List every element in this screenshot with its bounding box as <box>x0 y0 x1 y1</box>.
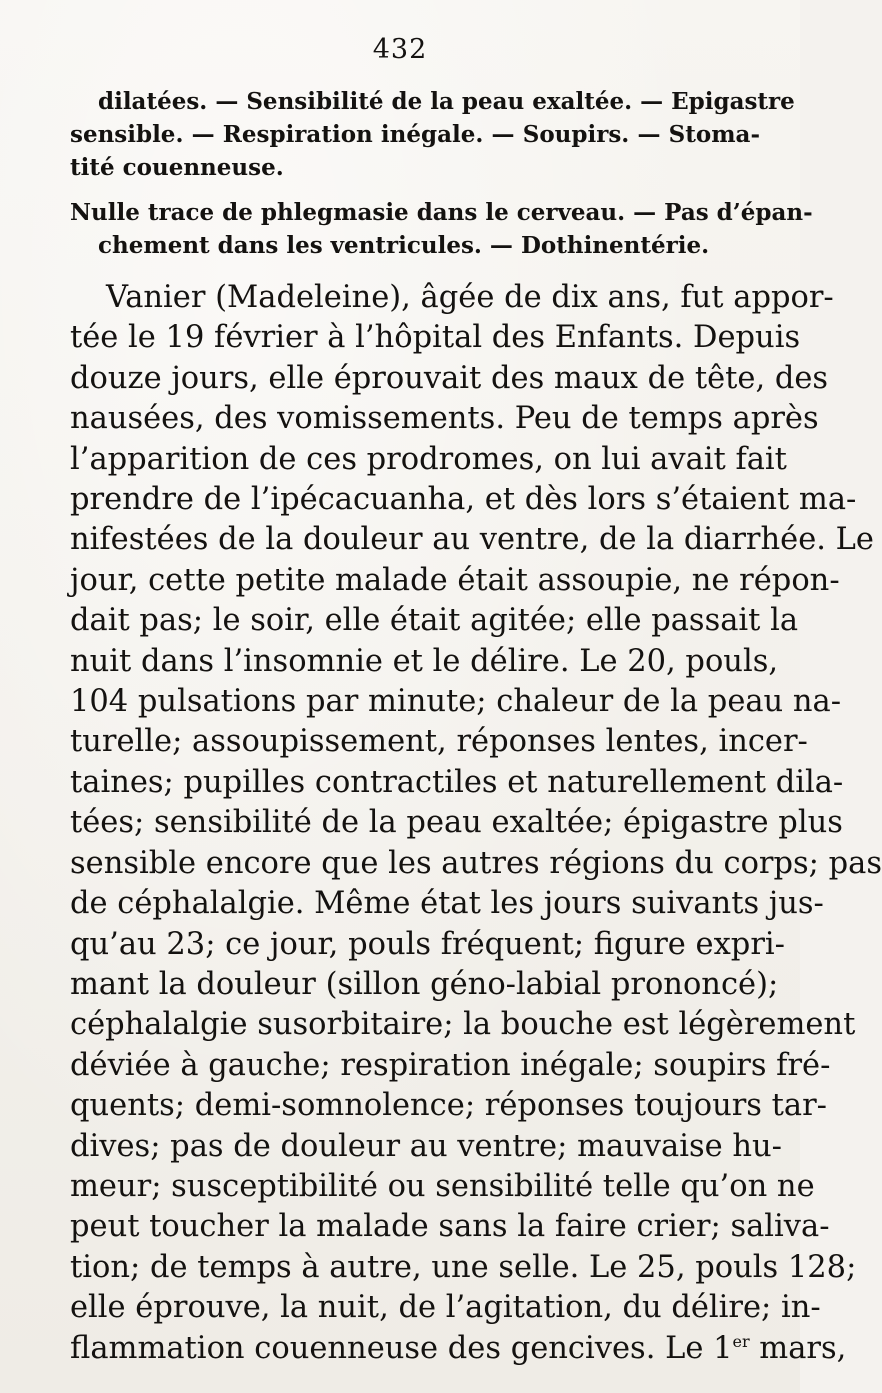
narrative-line: douze jours, elle éprouvait des maux de tête, des <box>70 360 829 396</box>
narrative-last-text: flammation couenneuse des gencives. Le 1 <box>70 1330 733 1366</box>
narrative-line: qu’au 23; ce jour, pouls fréquent; figure expri- <box>70 926 785 962</box>
narrative-line: elle éprouve, la nuit, de l’agitation, du délire; in- <box>70 1290 821 1326</box>
narrative-line: meur; susceptibilité ou sensibilité telle qu’on ne <box>70 1168 815 1204</box>
narrative-line: tion; de temps à autre, une selle. Le 25, pouls 128; <box>70 1249 857 1285</box>
symptoms-summary <box>70 85 795 184</box>
autopsy-line: Nulle trace de phlegmasie dans le cerveau. — Pas d’épan- <box>70 199 813 226</box>
symptoms-line: sensible. — Respiration inégale. — Soupirs. — Stoma- <box>70 121 760 148</box>
symptoms-line: tité couenneuse. <box>70 154 284 181</box>
page-number: 432 <box>372 34 428 65</box>
narrative-line: quents; demi-somnolence; réponses toujours tar- <box>70 1088 827 1124</box>
narrative-line: mant la douleur (sillon géno-labial prononcé); <box>70 966 779 1002</box>
narrative-line: céphalalgie susorbitaire; la bouche est légèrement <box>70 1007 856 1043</box>
narrative-line: de céphalalgie. Même état les jours suivants jus- <box>70 886 824 922</box>
narrative-line: nifestées de la douleur au ventre, de la diarrhée. Le <box>70 522 874 558</box>
narrative-line: taines; pupilles contractiles et naturellement dila- <box>70 764 844 800</box>
autopsy-summary <box>70 196 813 262</box>
symptoms-line: dilatées. — Sensibilité de la peau exaltée. — Epigastre <box>98 88 795 115</box>
narrative-line: turelle; assoupissement, réponses lentes, incer- <box>70 724 808 760</box>
narrative-line: dives; pas de douleur au ventre; mauvaise hu- <box>70 1128 782 1164</box>
case-narrative <box>70 278 882 1369</box>
narrative-line: peut toucher la malade sans la faire crier; saliva- <box>70 1209 830 1245</box>
autopsy-line: chement dans les ventricules. — Dothinentérie. <box>98 232 710 259</box>
narrative-line: jour, cette petite malade était assoupie, ne répon- <box>70 562 840 598</box>
narrative-line: l’apparition de ces prodromes, on lui avait fait <box>70 441 787 477</box>
narrative-line: Vanier (Madeleine), âgée de dix ans, fut appor- <box>106 280 834 315</box>
narrative-line: tée le 19 février à l’hôpital des Enfants. Depuis <box>70 320 801 356</box>
narrative-line: 104 pulsations par minute; chaleur de la peau na- <box>70 684 842 720</box>
narrative-line: déviée à gauche; respiration inégale; soupirs fré- <box>70 1047 831 1083</box>
narrative-line: tées; sensibilité de la peau exaltée; épigastre plus <box>70 805 843 841</box>
narrative-line-last <box>70 1329 847 1369</box>
ordinal-superscript: er <box>732 1331 750 1351</box>
narrative-line: dait pas; le soir, elle était agitée; elle passait la <box>70 603 799 639</box>
narrative-line: nausées, des vomissements. Peu de temps après <box>70 401 819 437</box>
narrative-line: nuit dans l’insomnie et le délire. Le 20, pouls, <box>70 643 779 679</box>
narrative-line: prendre de l’ipécacuanha, et dès lors s’étaient ma- <box>70 482 857 518</box>
narrative-last-tail: mars, <box>749 1330 847 1366</box>
narrative-line: sensible encore que les autres régions du corps; pas <box>70 845 882 881</box>
